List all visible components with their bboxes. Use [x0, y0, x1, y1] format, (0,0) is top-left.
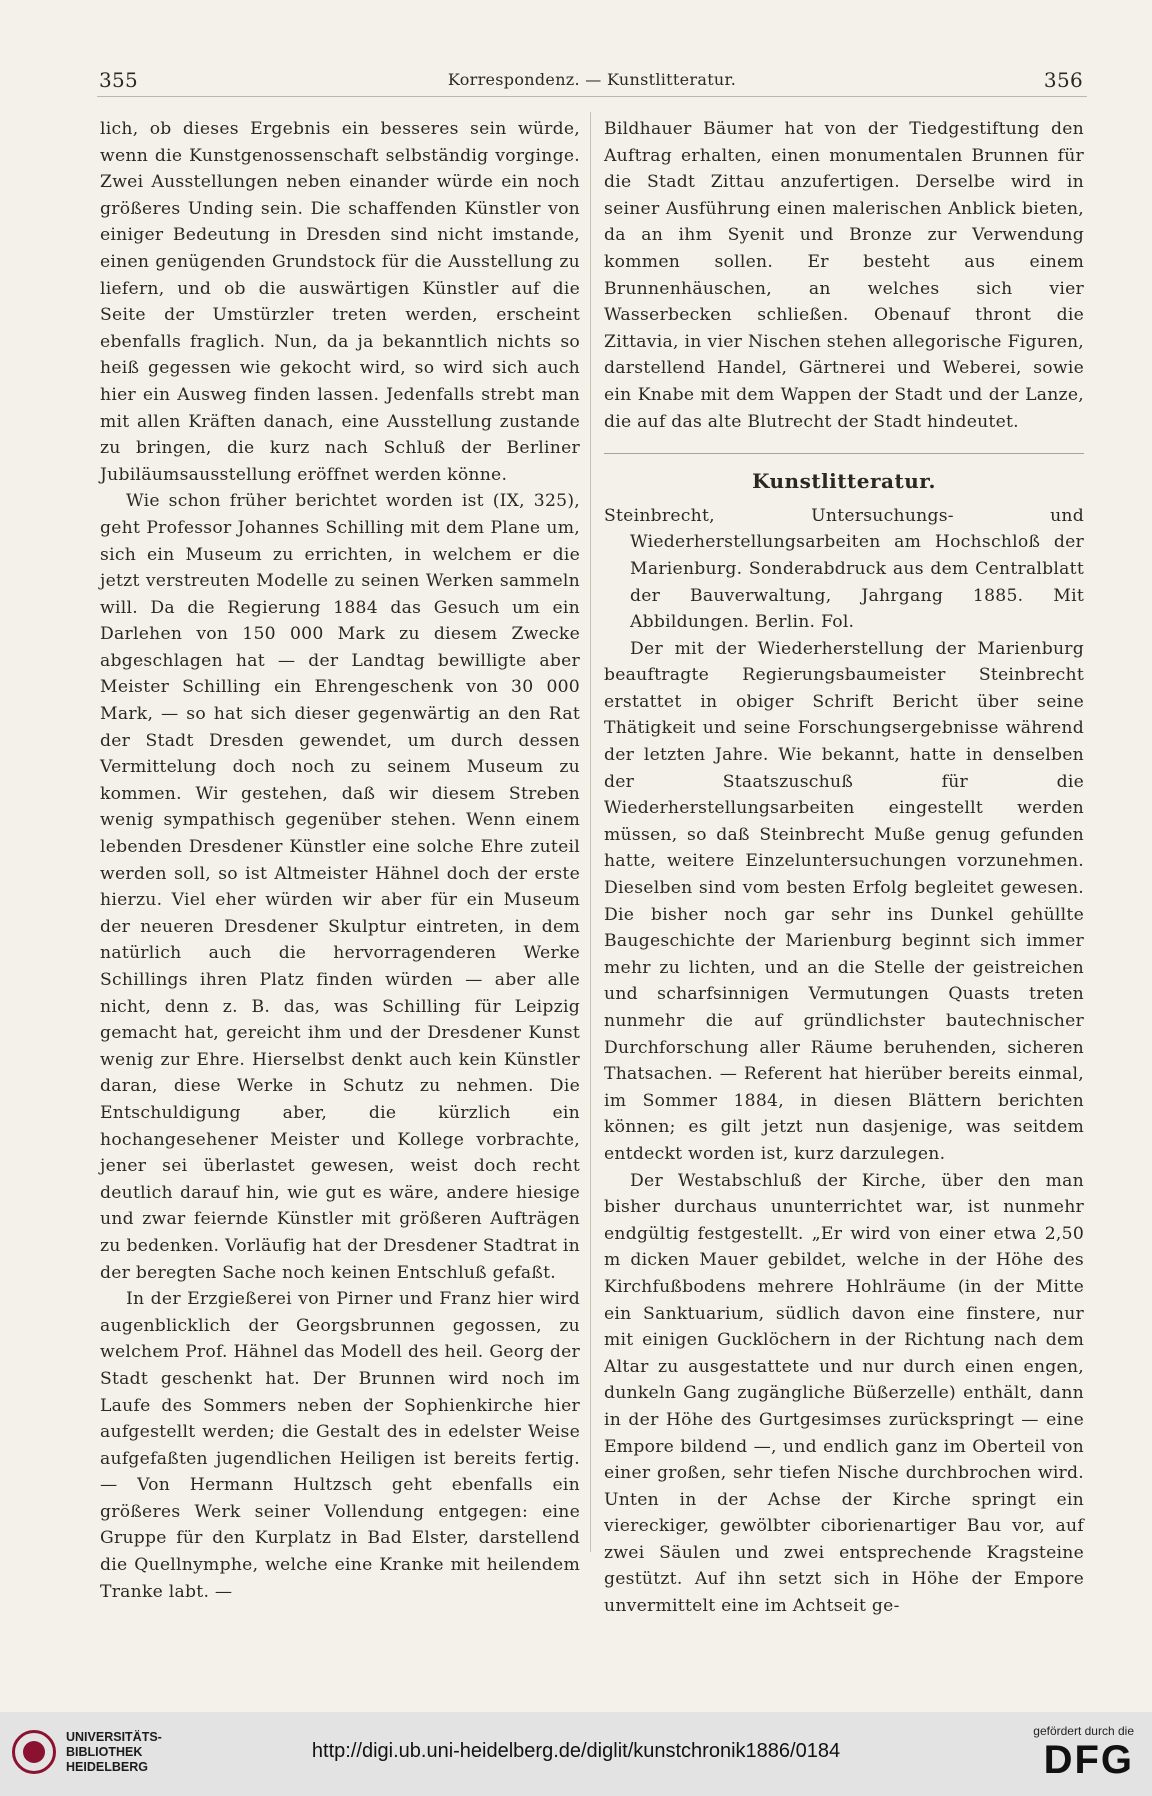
funder-block [984, 1724, 1134, 1782]
left-column [100, 116, 580, 1605]
bibliography-entry: Steinbrecht, Untersuchungs- und Wiederherstellungsarbeiten am Hochschloß der Marienburg. Sonderabdruck aus dem Centralblatt der Bauverwaltung, Jahrgang 1885. Mit Abbildungen. Berlin. Fol. [604, 505, 1084, 633]
page-number-left: 355 [99, 68, 139, 92]
document-url-link[interactable]: http://digi.ub.uni-heidelberg.de/diglit/kunstchronik1886/0184 [311, 1740, 841, 1762]
dfg-logo: DFG [1043, 1738, 1134, 1782]
library-line: UNIVERSITÄTS- [66, 1730, 162, 1744]
funder-label: gefördert durch die [1033, 1724, 1134, 1738]
paragraph: Wie schon früher berichtet worden ist (IX, 325), geht Professor Johannes Schilling mit dem Plane um, sich ein Museum zu errichten, in welchem er die jetzt verstreuten Modelle zu seinen Werken sammeln will. Da die Regierung 1884 das Gesuch um ein Darlehen von 150 000 Mark zu diesem Zwecke abgeschlagen hat — der Landtag bewilligte aber Meister Schilling ein Ehrengeschenk von 30 000 Mark, — so hat sich dieser gegenwärtig an den Rat der Stadt Dresden gewendet, um durch dessen Vermittelung doch noch zu seinem Museum zu kommen. Wir gestehen, daß wir diesem Streben wenig sympathisch gegenüber stehen. Wenn einem lebenden Dresdener Künstler eine solche Ehre zuteil werden soll, so ist Altmeister Hähnel doch der erste hierzu. Viel eher würden wir aber für ein Museum der neueren Dresdener Skulptur eintreten, in dem natürlich auch die hervorragenderen Werke Schillings ihren Platz finden würden — aber alle nicht, denn z. B. das, was Schilling für Leipzig gemacht hat, gereicht ihm und der Dresdener Kunst wenig zur Ehre. Hierselbst denkt auch kein Künstler daran, diese Werke in Schutz zu nehmen. Die Entschuldigung aber, die kürzlich ein hochangesehener Meister und Kollege vorbrachte, jener sei überlastet gewesen, weist doch recht deutlich darauf hin, wie gut es wäre, andere hiesige und zwar feiernde Künstler mit größeren Aufträgen zu bedenken. Vorläufig hat der Dresdener Stadtrat in der beregten Sache noch keinen Entschluß gefaßt. [100, 491, 580, 1283]
section-rule [604, 453, 1084, 454]
page-header [97, 62, 1087, 97]
footer-bar [0, 1712, 1152, 1796]
section-title: Kunstlitteratur. [752, 469, 936, 494]
library-line: BIBLIOTHEK [66, 1745, 143, 1759]
paragraph: In der Erzgießerei von Pirner und Franz hier wird augenblicklich der Georgsbrunnen gegossen, zu welchem Prof. Hähnel das Modell des heil. Georg der Stadt geschenkt hat. Der Brunnen wird noch im Laufe des Sommers neben der Sophienkirche hier aufgestellt werden; die Gestalt des in edelster Weise aufgefaßten jugendlichen Heiligen ist bereits fertig. — Von Hermann Hultzsch geht ebenfalls ein größeres Werk seiner Vollendung entgegen: eine Gruppe für den Kurplatz in Bad Elster, darstellend die Quellnymphe, welche eine Kranke mit heilendem Tranke labt. — [100, 1289, 580, 1602]
paragraph: lich, ob dieses Ergebnis ein besseres sein würde, wenn die Kunstgenossenschaft selbständig vorginge. Zwei Ausstellungen neben einander würde ein noch größeres Unding sein. Die schaffenden Künstler von einiger Bedeutung in Dresden sind nicht imstande, einen genügenden Grundstock für die Ausstellung zu liefern, und ob die auswärtigen Künstler auf die Seite der Umstürzler treten werden, erscheint ebenfalls fraglich. Nun, da ja bekanntlich nichts so heiß gegessen wie gekocht wird, so wird sich auch hier ein Ausweg finden lassen. Jedenfalls strebt man mit allen Kräften danach, eine Ausstellung zustande zu bringen, die kurz nach Schluß der Berliner Jubiläumsausstellung eröffnet werden könne. [100, 119, 580, 485]
running-title: Korrespondenz. — Kunstlitteratur. [447, 70, 737, 89]
column-divider [590, 112, 591, 1552]
right-column [604, 116, 1084, 1620]
paragraph: Der Westabschluß der Kirche, über den man bisher durchaus ununterrichtet war, ist nunmehr endgültig festgestellt. „Er wird von einer etwa 2,50 m dicken Mauer gebildet, welche in der Höhe des Kirchfußbodens mehrere Hohlräume (in der Mitte ein Sanktuarium, südlich davon eine finstere, nur mit einigen Gucklöchern in der Richtung nach dem Altar zu ausgestattete und nur durch einen engen, dunkeln Gang zugängliche Büßerzelle) enthält, dann in der Höhe des Gurtgesimses zurückspringt — eine Empore bildend —, und endlich ganz im Oberteil von einer großen, sehr tiefen Nische durchbrochen wird. Unten in der Achse der Kirche springt ein viereckiger, gewölbter ciborienartiger Bau vor, auf zwei Säulen und zwei entsprechende Kragsteine gestützt. Auf ihn setzt sich in Höhe der Empore unvermittelt eine im Achtseit ge- [604, 1170, 1084, 1617]
page-number-right: 356 [1043, 68, 1083, 92]
paragraph: Der mit der Wiederherstellung der Marienburg beauftragte Regierungsbaumeister Steinbrecht erstattet in obiger Schrift Bericht über seine Thätigkeit und seine Forschungsergebnisse während der letzten Jahre. Wie bekannt, hatte in denselben der Staatszuschuß für die Wiederherstellungsarbeiten eingestellt werden müssen, so daß Steinbrecht Muße genug gefunden hatte, weitere Einzeluntersuchungen vorzunehmen. Dieselben sind vom besten Erfolg begleitet gewesen. Die bisher noch gar sehr ins Dunkel gehüllte Baugeschichte der Marienburg beginnt sich immer mehr zu lichten, und an die Stelle der geistreichen und scharfsinnigen Vermutungen Quasts treten nunmehr die auf gründlichster bautechnischer Durchforschung aller Räume beruhenden, sicheren Thatsachen. — Referent hat hierüber bereits einmal, im Sommer 1884, in diesen Blättern berichten können; es gilt jetzt nun dasjenige, was seitdem entdeckt worden ist, kurz darzulegen. [604, 638, 1084, 1164]
paragraph: Bildhauer Bäumer hat von der Tiedgestiftung den Auftrag erhalten, einen monumentalen Brunnen für die Stadt Zittau anzufertigen. Derselbe wird in seiner Ausführung einen malerischen Anblick bieten, da an ihm Syenit und Bronze zur Verwendung kommen sollen. Er besteht aus einem Brunnenhäuschen, an welches sich vier Wasserbecken schließen. Obenauf thront die Zittavia, in vier Nischen stehen allegorische Figuren, darstellend Handel, Gärtnerei und Weberei, sowie ein Knabe mit dem Wappen der Stadt und der Lanze, die auf das alte Blutrecht der Stadt hindeutet. [604, 119, 1084, 432]
library-line: HEIDELBERG [66, 1760, 148, 1774]
